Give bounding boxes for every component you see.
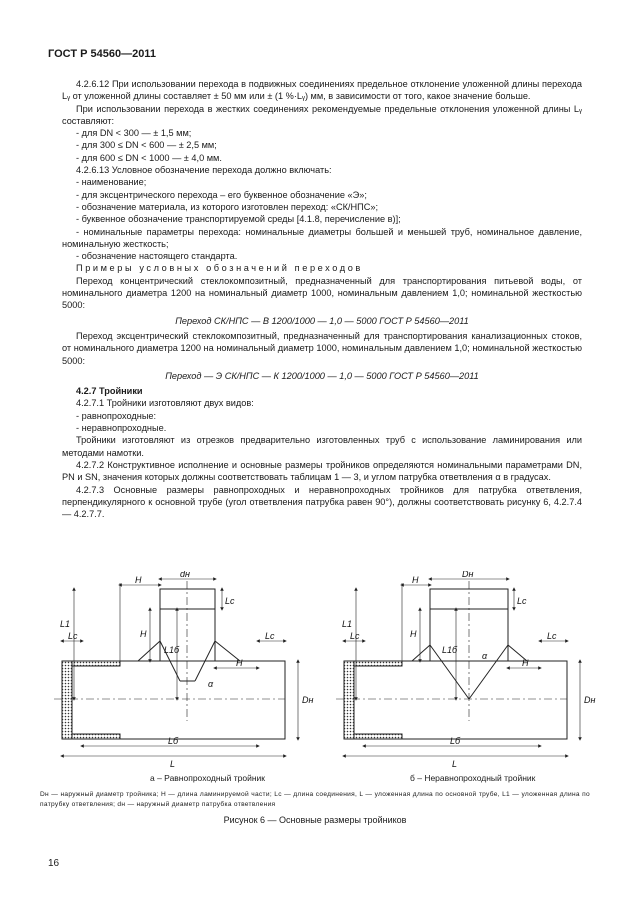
list-item: - наименование;	[76, 177, 147, 188]
list-item: - для 600 ≤ DN < 1000 — ± 4,0 мм.	[76, 152, 222, 163]
paragraph: 4.2.6.13 Условное обозначение перехода должно включать:	[76, 165, 332, 176]
equal-tee-drawing	[54, 579, 298, 756]
list-item: - для эксцентрического перехода – его буквенное обозначение «Э»;	[76, 189, 367, 200]
list-item: - равнопроходные:	[76, 410, 157, 421]
paragraph: Переход эксцентрический стеклокомпозитный, предназначенный для транспортирования канализационных стоков, от номинального диаметра 1200 на номинальный диаметр 1000, номинальным давлением 1,0; номинальной жесткостью 5000:	[62, 330, 582, 366]
paragraph: 4.2.7.2 Конструктивное исполнение и основные размеры тройников определяются номинальными параметрами DN, PN и SN, значения которых должны соответствовать таблицам 1 — 3, и углом патрубка ответвления α в градусах.	[62, 459, 582, 483]
list-item: - номинальные параметры перехода: номинальные диаметры большей и меньшей труб, номинальное давление, номинальную жесткость;	[62, 226, 582, 249]
reducing-tee-drawing	[336, 579, 580, 756]
paragraph: 4.2.7.3 Основные размеры равнопроходных и неравнопроходных тройников для патрубка ответвления, перпендикулярного к основной трубе (угол ответвления патрубка равен 90°), должны соответствовать рисунку 6, 4.2.7.4 — 4.2.7.7.	[62, 484, 582, 520]
dim-label: Lc	[265, 631, 275, 641]
body-text	[62, 78, 582, 520]
list-item: - обозначение материала, из которого изготовлен переход: «СК/НПС»;	[76, 201, 379, 212]
dim-label: Dн	[584, 695, 596, 705]
list-item: - буквенное обозначение транспортируемой среды [4.1.8, перечисление в)];	[76, 214, 401, 225]
dim-label: H	[522, 658, 529, 668]
dim-label: L1	[342, 619, 353, 629]
paragraph: При использовании перехода в жестких соединениях рекомендуемые предельные отклонения уложенной длины Lᵧ составляют:	[62, 103, 582, 126]
paragraph: Тройники изготовляют из отрезков предварительно изготовленных труб с использование ламинирования или методами намотки.	[62, 435, 582, 458]
dim-label: L	[170, 759, 176, 769]
dim-label: Lб	[168, 736, 179, 746]
dim-label: Dн	[462, 571, 474, 579]
section-heading: 4.2.7 Тройники	[76, 386, 143, 397]
list-item: - для 300 ≤ DN < 600 — ± 2,5 мм;	[76, 140, 217, 151]
dim-label: H	[135, 575, 142, 585]
list-item: - для DN < 300 — ± 1,5 мм;	[76, 128, 192, 139]
page-number: 16	[48, 858, 60, 869]
dim-label: H	[140, 629, 147, 639]
list-item: - неравнопроходные.	[76, 423, 167, 434]
figure-legend: Dн — наружный диаметр тройника; H — длина ламинируемой части; Lc — длина соединения, L — уложенная длина по основной трубе, L1 — уложенная длина по патрубку ответвления; dн — наружный диаметр патрубка ответвления	[40, 791, 590, 808]
dim-label: L1	[60, 619, 71, 629]
examples-title: Примеры условных обозначений переходов	[76, 263, 363, 274]
figure-6	[40, 571, 600, 776]
dim-label: H	[236, 658, 243, 668]
dim-label: Lc	[547, 631, 557, 641]
dim-label: H	[412, 575, 419, 585]
paragraph: 4.2.6.12 При использовании перехода в подвижных соединениях предельное отклонение уложенной длины перехода Lᵧ от уложенной длины составляет ± 50 мм или ± (1 %·Lᵧ) мм, в зависимости от того, какое значение больше.	[62, 79, 582, 102]
caption-a: а – Равнопроходный тройник	[150, 773, 266, 783]
paragraph: 4.2.7.1 Тройники изготовляют двух видов:	[76, 398, 254, 409]
figure-title: Рисунок 6 — Основные размеры тройников	[223, 815, 407, 825]
paragraph: Переход концентрический стеклокомпозитный, предназначенный для транспортирования питьевой воды, от номинального диаметра 1200 на номинальный диаметр 1000, номинальным давлением 1,0; номинальной жесткостью 5000:	[62, 275, 582, 311]
dim-label: H	[410, 629, 417, 639]
dim-label: L1б	[164, 645, 180, 655]
page-header: ГОСТ Р 54560—2011	[48, 48, 156, 60]
tee-drawings	[40, 571, 600, 771]
dim-label: α	[482, 651, 488, 661]
dim-label: L1б	[442, 645, 458, 655]
dim-label: Lб	[450, 736, 461, 746]
dim-label: α	[208, 679, 214, 689]
dim-label: Dн	[302, 695, 314, 705]
dim-label: Lc	[68, 631, 78, 641]
dim-label: Lc	[350, 631, 360, 641]
dim-label: Lc	[517, 596, 527, 606]
dim-label: Lc	[225, 596, 235, 606]
dim-label: dн	[180, 571, 190, 579]
list-item: - обозначение настоящего стандарта.	[76, 251, 238, 262]
caption-b: б – Неравнопроходный тройник	[410, 773, 536, 783]
dim-label: L	[452, 759, 458, 769]
designation-example: Переход СК/НПС — В 1200/1000 — 1,0 — 5000 ГОСТ Р 54560—2011	[175, 315, 469, 326]
designation-example: Переход — Э СК/НПС — К 1200/1000 — 1,0 — 5000 ГОСТ Р 54560—2011	[165, 370, 479, 381]
